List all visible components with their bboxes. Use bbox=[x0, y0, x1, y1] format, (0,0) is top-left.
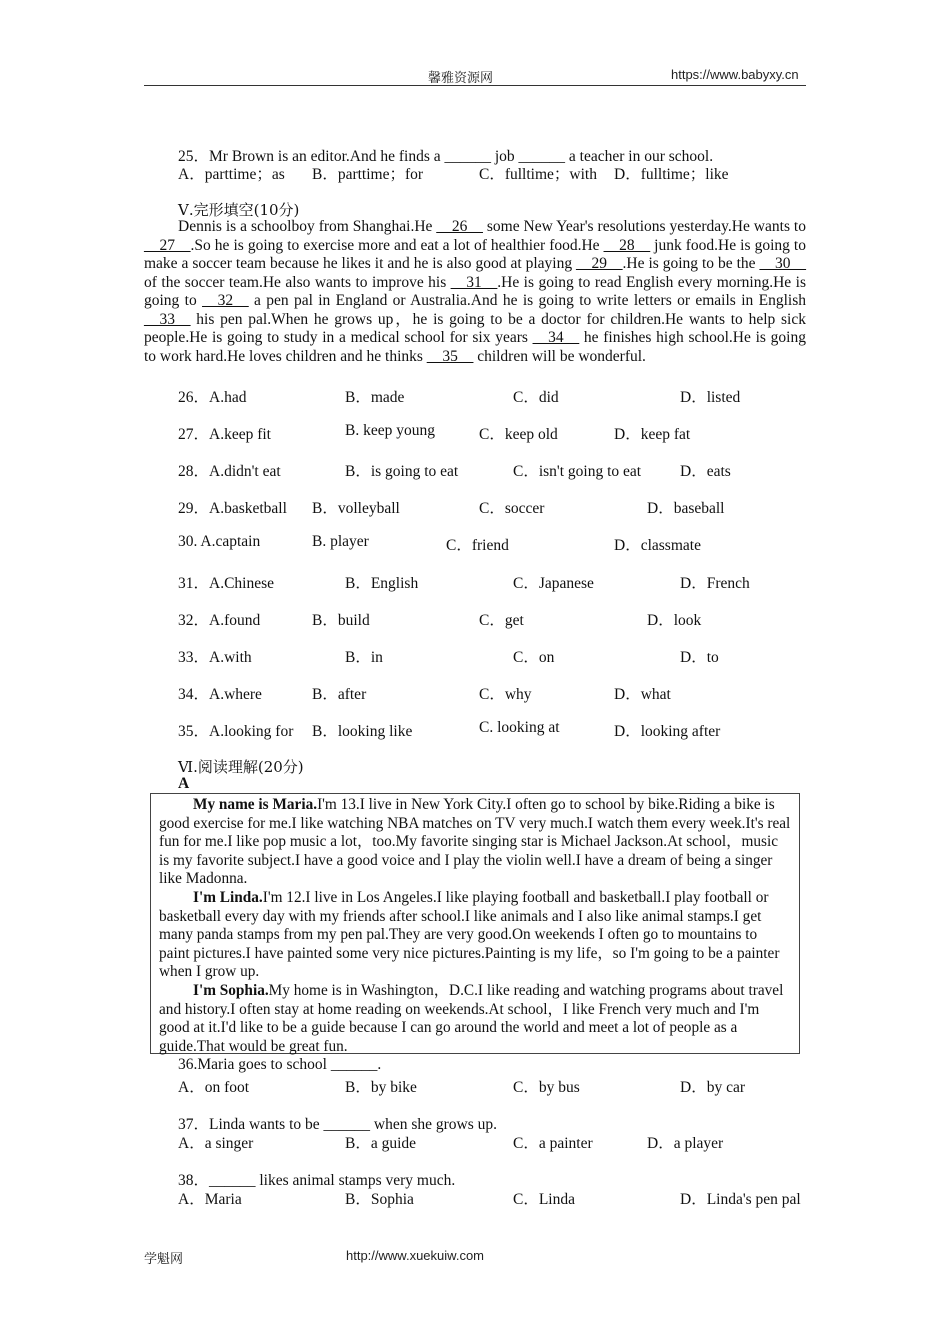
q28-option-b: B．is going to eat bbox=[345, 463, 459, 480]
q28-option-d: D．eats bbox=[680, 463, 731, 480]
q25-option-a: A．parttime；as bbox=[178, 166, 285, 183]
q35-option-c: C. looking at bbox=[479, 719, 560, 736]
q35-option-d: D．looking after bbox=[614, 723, 721, 740]
q38-option-b: B．Sophia bbox=[345, 1191, 414, 1208]
q34-option-a: 34．A.where bbox=[178, 686, 262, 703]
reading-passage-box bbox=[150, 793, 800, 1054]
q37-option-b: B．a guide bbox=[345, 1135, 417, 1152]
blank-33: __33__ bbox=[144, 310, 191, 328]
q29-option-b: B．volleyball bbox=[312, 500, 400, 517]
blank-35: __35__ bbox=[426, 347, 474, 365]
q37-option-c: C．a painter bbox=[513, 1135, 593, 1152]
q27-option-a: 27．A.keep fit bbox=[178, 426, 271, 443]
q27-option-c: C．keep old bbox=[479, 426, 558, 443]
blank-29: __29__ bbox=[576, 255, 623, 272]
q31-option-d: D．French bbox=[680, 575, 750, 592]
q32-option-d: D．look bbox=[647, 612, 702, 629]
q35-option-a: 35．A.looking for bbox=[178, 723, 294, 740]
passage-paragraph-sophia: I'm Sophia.My home is in Washington，D.C.I like reading and watching programs about travel and history.I often stay at home reading on weekends.At school，I like French very much and I'm good at it.I'd like to be a guide because I can go around the world and meet a lot of people as a guide.That would be great fun. bbox=[159, 981, 784, 1055]
reading-part-label: A bbox=[178, 775, 190, 792]
passage-paragraph-linda: I'm Linda.I'm 12.I live in Los Angeles.I like playing football and basketball.I play football or basketball every day with my friends after school.I like animals and I also like animal stamps.I get many panda stamps from my pen pal.They are very good.On weekends I often go to mountains to paint pictures.I have painted some very nice pictures.Painting is my life，so I'm going to be a painter when I grow up. bbox=[159, 888, 780, 981]
q33-option-d: D．to bbox=[680, 649, 719, 666]
q36-stem: 36.Maria goes to school ______. bbox=[178, 1056, 382, 1073]
q34-option-d: D．what bbox=[614, 686, 671, 703]
header-url: https://www.babyxy.cn bbox=[671, 67, 799, 82]
q33-option-a: 33．A.with bbox=[178, 649, 252, 666]
header-divider bbox=[144, 85, 806, 86]
q34-option-b: B．after bbox=[312, 686, 367, 703]
blank-27: __27__ bbox=[144, 236, 191, 254]
q38-option-a: A．Maria bbox=[178, 1191, 242, 1208]
footer-site-name: 学魁网 bbox=[144, 1252, 184, 1267]
q26-option-d: D．listed bbox=[680, 389, 741, 406]
q38-option-d: D．Linda's pen pal bbox=[680, 1191, 801, 1208]
q33-option-b: B．in bbox=[345, 649, 383, 666]
q26-option-b: B．made bbox=[345, 389, 405, 406]
q36-option-a: A．on foot bbox=[178, 1079, 250, 1096]
blank-31: __31__ bbox=[450, 273, 498, 291]
q28-option-a: 28．A.didn't eat bbox=[178, 463, 281, 480]
passage-paragraph-maria: My name is Maria.I'm 13.I live in New York City.I often go to school by bike.Riding a bike is good exercise for me.I like watching NBA matches on TV very much.I watch them every week.It's real fun for me.I like pop music a lot，too.My favorite singing star is Michael Jackson.At school，music is my favorite subject.I have a good voice and I play the violin well.I have a dream of being a singer like Madonna. bbox=[159, 796, 791, 888]
header-site-name: 馨雅资源网 bbox=[428, 71, 494, 86]
q37-option-d: D．a player bbox=[647, 1135, 724, 1152]
q36-option-d: D．by car bbox=[680, 1079, 745, 1096]
q27-option-b: B. keep young bbox=[345, 422, 435, 439]
q32-option-c: C．get bbox=[479, 612, 524, 629]
blank-26: __26__ bbox=[436, 218, 483, 235]
q25-option-b: B．parttime；for bbox=[312, 166, 424, 183]
q38-option-c: C．Linda bbox=[513, 1191, 575, 1208]
q29-option-c: C．soccer bbox=[479, 500, 545, 517]
q25-option-c: C．fulltime；with bbox=[479, 166, 597, 183]
q31-option-c: C．Japanese bbox=[513, 575, 594, 592]
cloze-passage: Dennis is a schoolboy from Shanghai.He __26__ some New Year's resolutions yesterday.He wants to __27__.So he is going to exercise more and eat a lot of healthier food.He __28__ junk food.He is going to make a soccer team because he likes it and he is also good at playing __29__.He is going to be the __30__ of the soccer team.He also wants to improve his __31__.He is going to read English every morning.He is going to __32__ a pen pal in England or Australia.And he is going to write letters or emails in English __33__ his pen pal.When he grows up，he is going to be a doctor for children.He wants to help sick people.He is going to study in a medical school for six years __34__ he finishes high school.He is going to work hard.He loves children and he thinks __35__ children will be wonderful. bbox=[144, 218, 806, 365]
q30-option-d: D．classmate bbox=[614, 537, 701, 554]
q30-option-c: C．friend bbox=[446, 537, 509, 554]
q29-option-d: D．baseball bbox=[647, 500, 725, 517]
reading-section-title: Ⅵ.阅读理解(20分) bbox=[178, 758, 304, 776]
footer-url: http://www.xuekuiw.com bbox=[346, 1248, 484, 1263]
q32-option-b: B．build bbox=[312, 612, 370, 629]
q31-option-a: 31．A.Chinese bbox=[178, 575, 275, 592]
q38-stem: 38．______ likes animal stamps very much. bbox=[178, 1172, 456, 1189]
q37-option-a: A．a singer bbox=[178, 1135, 254, 1152]
q34-option-c: C．why bbox=[479, 686, 532, 703]
blank-32: __32__ bbox=[202, 292, 249, 309]
q30-option-b: B. player bbox=[312, 533, 369, 550]
q35-option-b: B．looking like bbox=[312, 723, 413, 740]
q25-option-d: D．fulltime；like bbox=[614, 166, 729, 183]
q36-option-b: B．by bike bbox=[345, 1079, 417, 1096]
blank-28: __28__ bbox=[603, 236, 651, 254]
blank-30: __30__ bbox=[759, 255, 806, 272]
q29-option-a: 29．A.basketball bbox=[178, 500, 287, 517]
q27-option-d: D．keep fat bbox=[614, 426, 691, 443]
q33-option-c: C．on bbox=[513, 649, 555, 666]
q36-option-c: C．by bus bbox=[513, 1079, 580, 1096]
q37-stem: 37．Linda wants to be ______ when she grows up. bbox=[178, 1116, 497, 1133]
q31-option-b: B．English bbox=[345, 575, 419, 592]
q32-option-a: 32．A.found bbox=[178, 612, 261, 629]
cloze-section-title: Ⅴ.完形填空(10分) bbox=[178, 201, 300, 219]
q30-option-a: 30. A.captain bbox=[178, 533, 261, 550]
q28-option-c: C．isn't going to eat bbox=[513, 463, 642, 480]
q25-stem: 25．Mr Brown is an editor.And he finds a ______ job ______ a teacher in our school. bbox=[178, 148, 714, 165]
blank-34: __34__ bbox=[532, 329, 580, 346]
q26-option-c: C．did bbox=[513, 389, 559, 406]
q26-option-a: 26．A.had bbox=[178, 389, 247, 406]
